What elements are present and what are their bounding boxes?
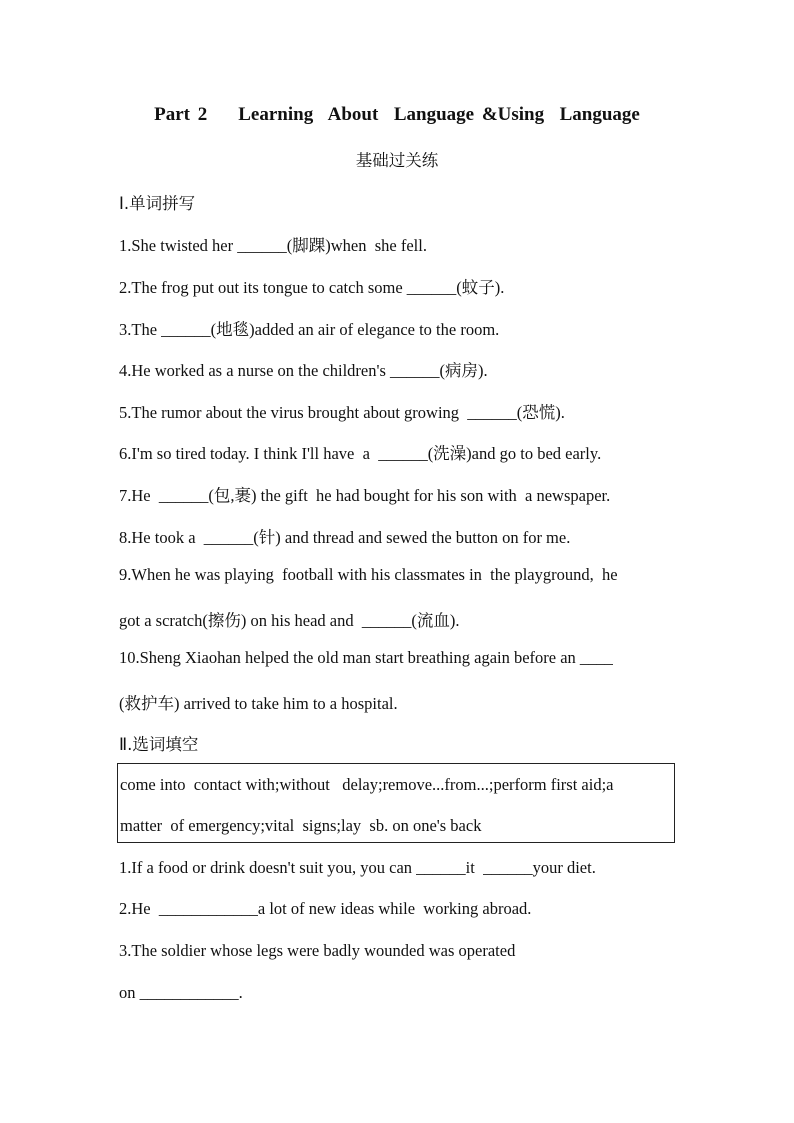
exercise-line: 10.Sheng Xiaohan helped the old man start breathing again before an ____ — [119, 648, 613, 667]
exercise-line: 2.He ____________a lot of new ideas while working abroad. — [119, 899, 532, 918]
exercise-line: 9.When he was playing football with his classmates in the playground, he — [119, 565, 618, 584]
exercise-line: 5.The rumor about the virus brought about growing ______(恐慌). — [119, 403, 565, 422]
exercise-line: got a scratch(擦伤) on his head and ______(流血). — [119, 611, 460, 630]
exercise-line: 3.The soldier whose legs were badly wounded was operated — [119, 941, 516, 960]
exercise-line: 6.I'm so tired today. I think I'll have a ______(洗澡)and go to bed early. — [119, 444, 602, 463]
exercise-line: (救护车) arrived to take him to a hospital. — [119, 694, 398, 713]
exercise-line: 4.He worked as a nurse on the children's ______(病房). — [119, 361, 488, 380]
exercise-line: 8.He took a ______(针) and thread and sewed the button on for me. — [119, 528, 571, 547]
exercise-line: 1.If a food or drink doesn't suit you, you can ______it ______your diet. — [119, 858, 596, 877]
page-subtitle: 基础过关练 — [355, 151, 439, 170]
word-bank-line: come into contact with;without delay;remove...from...;perform first aid;a — [120, 775, 614, 794]
exercise-line: 1.She twisted her ______(脚踝)when she fell. — [119, 236, 427, 255]
section-heading-fill-in: Ⅱ.选词填空 — [119, 735, 199, 754]
exercise-line: 2.The frog put out its tongue to catch some ______(蚊子). — [119, 278, 505, 297]
exercise-line: 7.He ______(包,裹) the gift he had bought for his son with a newspaper. — [119, 486, 611, 505]
exercise-line: on ____________. — [119, 983, 243, 1002]
exercise-line: 3.The ______(地毯)added an air of elegance to the room. — [119, 320, 500, 339]
section-heading-spelling: Ⅰ.单词拼写 — [119, 194, 196, 213]
word-bank-line: matter of emergency;vital signs;lay sb. on one's back — [120, 816, 482, 835]
word-bank-box — [117, 763, 675, 843]
page-title: Part 2 Learning About Language &Using Language — [154, 104, 640, 125]
